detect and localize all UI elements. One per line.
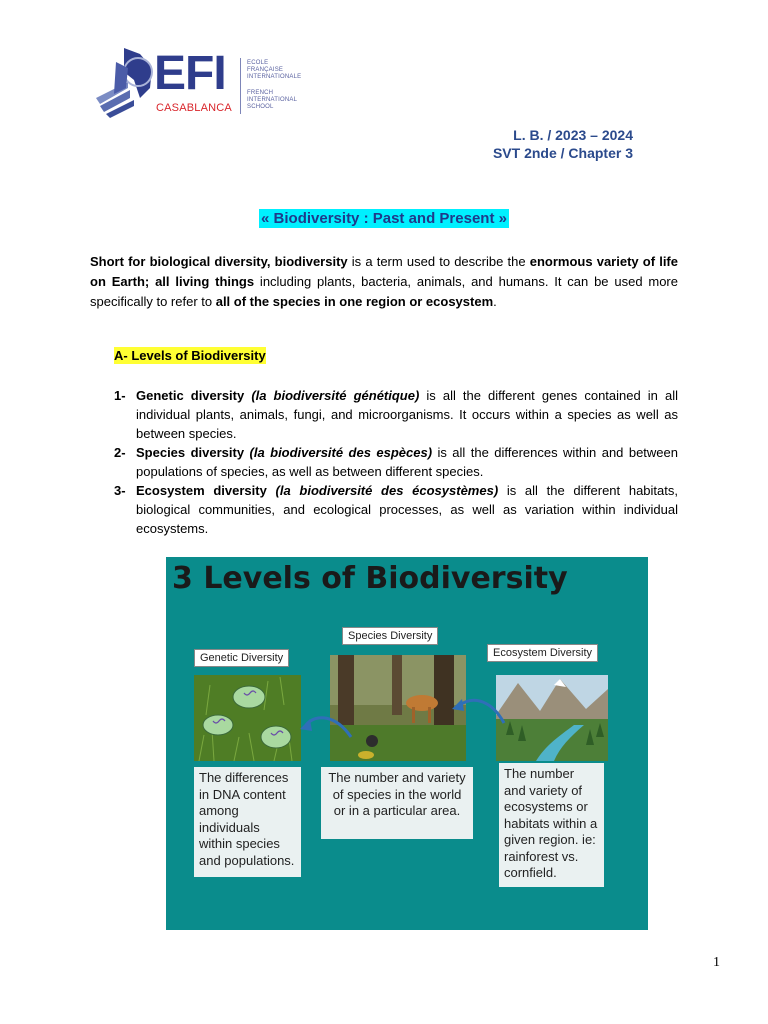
list-number: 1-	[114, 388, 126, 403]
school-logo	[94, 44, 314, 120]
genetic-diversity-image	[194, 675, 301, 761]
biodiversity-figure	[166, 557, 648, 930]
level-term-french: (la biodiversité des écosystèmes)	[275, 483, 499, 498]
logo-city: CASABLANCA	[156, 102, 232, 114]
ecosystem-diversity-label: Ecosystem Diversity	[487, 644, 598, 662]
species-diversity-description: The number and variety of species in the world or in a particular area.	[321, 767, 473, 839]
section-heading-text: A- Levels of Biodiversity	[114, 348, 266, 363]
species-diversity-label: Species Diversity	[342, 627, 438, 645]
figure-title: 3 Levels of Biodiversity	[172, 561, 568, 596]
level-description: is all the different genes contained in all individual plants, animals, fungi, and microorganisms. It occurs within a species as well as between species.	[136, 388, 678, 441]
level-description: is all the differences within and between populations of species, as well as between different species.	[136, 445, 679, 479]
arrow-right-icon	[446, 691, 508, 731]
logo-brand: EFI	[154, 47, 226, 100]
logo-text-fr-3: INTERNATIONALE	[247, 74, 302, 80]
logo-divider	[240, 58, 241, 114]
logo-text-en-2: INTERNATIONAL	[247, 97, 298, 103]
page-title	[0, 210, 768, 228]
genetic-diversity-label: Genetic Diversity	[194, 649, 289, 667]
frogs-illustration-icon	[194, 675, 301, 761]
list-item	[114, 481, 678, 538]
intro-text-1: is a term used to describe the	[347, 254, 530, 269]
arrow-left-icon	[296, 707, 356, 747]
list-item	[114, 443, 678, 481]
level-term: Genetic diversity	[136, 388, 245, 403]
intro-text-3: .	[493, 294, 497, 309]
header-course-chapter: SVT 2nde / Chapter 3	[492, 145, 633, 161]
list-number: 2-	[114, 445, 126, 460]
logo-text-en-1: FRENCH	[247, 90, 274, 96]
level-term-french: (la biodiversité génétique)	[251, 388, 420, 403]
intro-text-2: including plants, bacteria, animals, and humans. It can be used more specifically to refer to	[90, 274, 678, 309]
level-term: Ecosystem diversity	[136, 483, 267, 498]
header-class-year: L. B. / 2023 – 2024	[513, 127, 633, 143]
logo-text-en-3: SCHOOL	[247, 104, 274, 110]
logo-emblem-icon	[94, 44, 158, 120]
list-number: 3-	[114, 483, 126, 498]
intro-bold-3: all of the species in one region or ecosystem	[215, 294, 494, 309]
mountain-river-illustration-icon	[496, 675, 608, 761]
ecosystem-diversity-description: The number and variety of ecosystems or habitats within a given region. ie: rainforest vs. cornfield.	[499, 763, 604, 887]
intro-bold-2: enormous variety of life on Earth; all living things	[90, 254, 678, 289]
ecosystem-diversity-image	[496, 675, 608, 761]
section-heading	[114, 348, 266, 363]
logo-text-fr-1: ECOLE	[247, 60, 269, 66]
level-description: is all the different habitats, biological communities, and ecological processes, as well as variation within individual ecosystems.	[136, 483, 678, 536]
list-item	[114, 386, 678, 443]
logo-text-fr-2: FRANÇAISE	[247, 67, 284, 73]
levels-list	[114, 386, 678, 538]
intro-bold-1: Short for biological diversity, biodiversity	[90, 254, 348, 269]
page-title-text: « Biodiversity : Past and Present »	[261, 210, 507, 227]
level-term: Species diversity	[136, 445, 245, 460]
genetic-diversity-description: The differences in DNA content among individuals within species and populations.	[194, 767, 301, 877]
intro-paragraph	[90, 252, 678, 312]
level-term-french: (la biodiversité des espèces)	[249, 445, 433, 460]
page-number: 1	[713, 955, 720, 970]
